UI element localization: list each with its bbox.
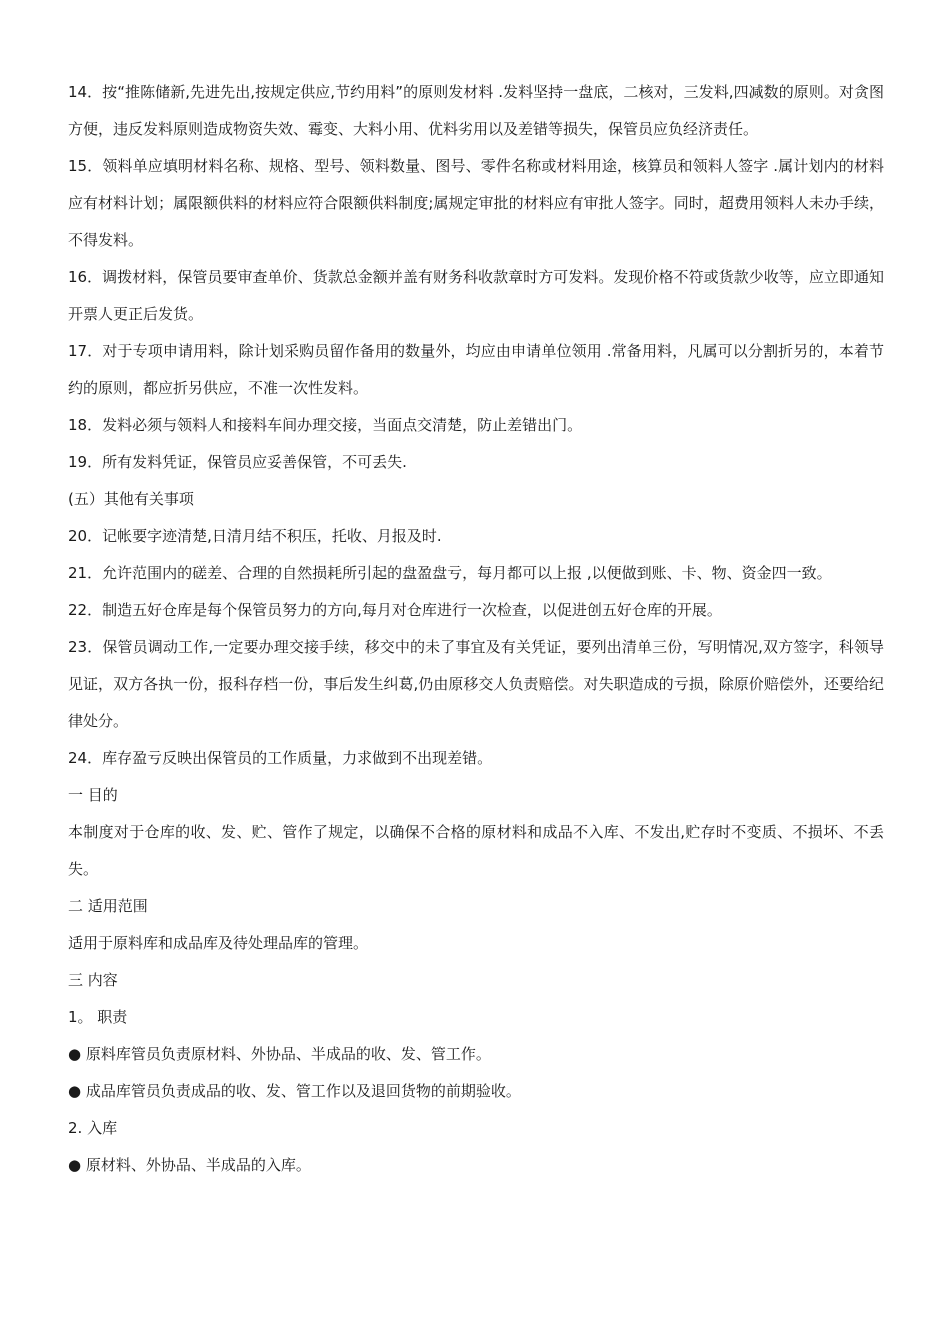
- section-heading-purpose: 一 目的: [68, 786, 118, 804]
- clause-16: 16．调拨材料，保管员要审查单价、货款总金额并盖有财务科收款章时方可发料。发现价格不符或货款少收等，应立即通知开票人更正后发货。: [68, 268, 884, 323]
- subheading-warehousing: 2. 入库: [68, 1119, 118, 1137]
- section-heading-scope: 二 适用范围: [68, 897, 148, 915]
- bullet-finished-goods-keeper: ● 成品库管员负责成品的收、发、管工作以及退回货物的前期验收。: [68, 1082, 521, 1100]
- clause-17: 17．对于专项申请用料，除计划采购员留作备用的数量外，均应由申请单位领用 .常备用料，凡属可以分割折另的，本着节约的原则，都应折另供应，不准一次性发料。: [68, 342, 884, 397]
- bullet-raw-material-keeper: ● 原料库管员负责原材料、外协品、半成品的收、发、管工作。: [68, 1045, 491, 1063]
- bullet-raw-material-warehousing: ● 原材料、外协品、半成品的入库。: [68, 1156, 311, 1174]
- clause-23: 23．保管员调动工作,一定要办理交接手续，移交中的未了事宜及有关凭证，要列出清单三份，写明情况,双方签字，科领导见证，双方各执一份，报科存档一份，事后发生纠葛,仍由原移交人负责赔偿。对失职造成的亏损，除原价赔偿外，还要给纪律处分。: [68, 638, 884, 730]
- subheading-responsibilities: 1。 职责: [68, 1008, 128, 1026]
- clause-19: 19．所有发料凭证，保管员应妥善保管，不可丢失.: [68, 453, 407, 471]
- section-heading-other-matters: (五）其他有关事项: [68, 490, 194, 508]
- clause-18: 18．发料必须与领料人和接料车间办理交接，当面点交清楚，防止差错出门。: [68, 416, 583, 434]
- purpose-text: 本制度对于仓库的收、发、贮、管作了规定，以确保不合格的原材料和成品不入库、不发出,贮存时不变质、不损坏、不丢失。: [68, 823, 884, 878]
- clause-21: 21．允许范围内的磋差、合理的自然损耗所引起的盘盈盘亏，每月都可以上报 ,以便做到账、卡、物、资金四一致。: [68, 564, 832, 582]
- clause-15: 15．领料单应填明材料名称、规格、型号、领料数量、图号、零件名称或材料用途，核算员和领料人签字 .属计划内的材料应有材料计划；属限额供料的材料应符合限额供料制度;属规定审批的材料应有审批人签字。同时，超费用领料人未办手续，不得发料。: [68, 157, 884, 249]
- clause-24: 24．库存盈亏反映出保管员的工作质量，力求做到不出现差错。: [68, 749, 493, 767]
- section-heading-content: 三 内容: [68, 971, 118, 989]
- clause-22: 22．制造五好仓库是每个保管员努力的方向,每月对仓库进行一次检查，以促进创五好仓库的开展。: [68, 601, 722, 619]
- clause-20: 20．记帐要字迹清楚,日清月结不积压，托收、月报及时.: [68, 527, 442, 545]
- clause-14: 14．按“推陈储新,先进先出,按规定供应,节约用料”的原则发材料 .发料坚持一盘底，二核对，三发料,四减数的原则。对贪图方便，违反发料原则造成物资失效、霉变、大料小用、优料劣用以及差错等损失，保管员应负经济责任。: [68, 83, 884, 138]
- scope-text: 适用于原料库和成品库及待处理品库的管理。: [68, 934, 369, 952]
